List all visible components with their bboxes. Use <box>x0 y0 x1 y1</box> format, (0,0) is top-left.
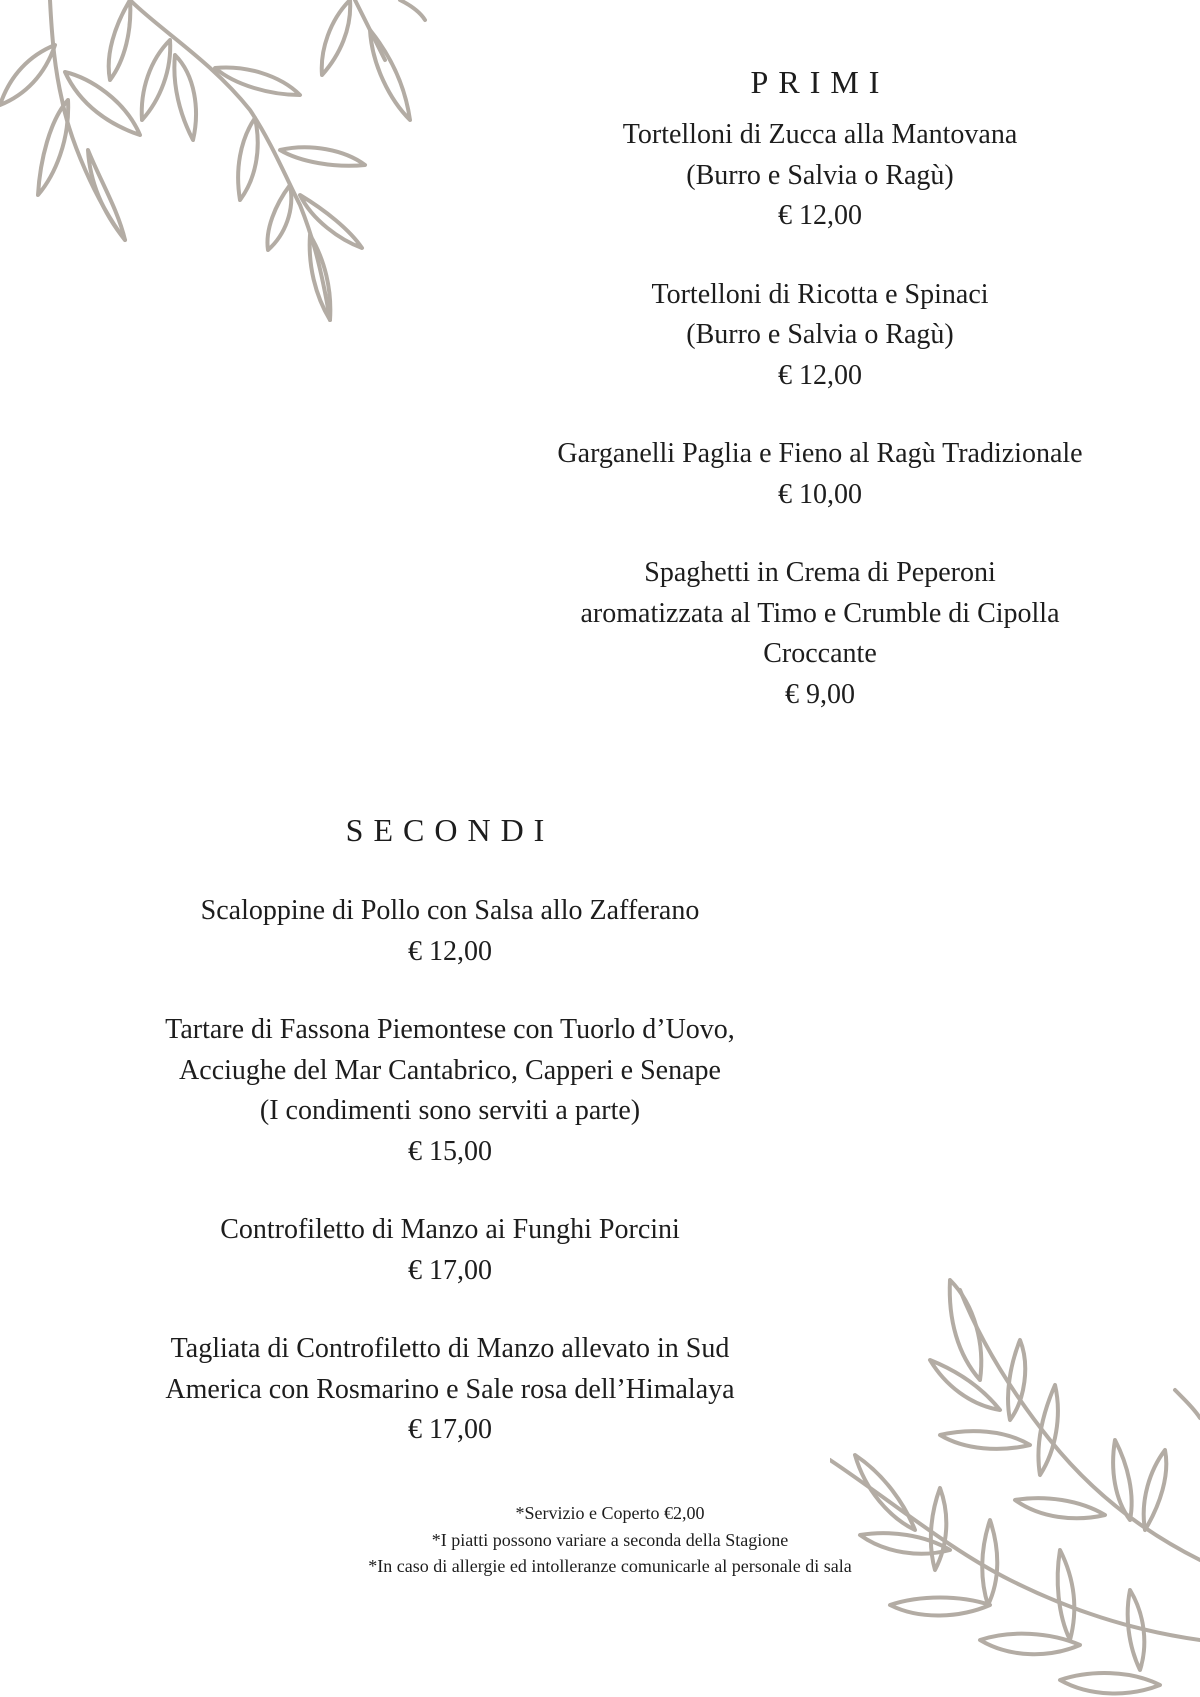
dish-name: Tortelloni di Ricotta e Spinaci <box>651 278 989 310</box>
dish-price: € 17,00 <box>408 1414 492 1445</box>
dish-item <box>60 1210 840 1291</box>
dish-description: (Burro e Salvia o Ragù) <box>686 159 954 191</box>
dish-item <box>60 1010 840 1172</box>
dish-price: € 12,00 <box>408 935 492 967</box>
dish-item <box>60 891 840 972</box>
note-service-charge: *Servizio e Coperto €2,00 <box>515 1503 705 1523</box>
dish-item <box>480 553 1160 715</box>
section-title: PRIMI <box>750 64 890 100</box>
section-secondi <box>60 812 840 1489</box>
dish-name: Controfiletto di Manzo ai Funghi Porcini <box>220 1214 680 1245</box>
note-seasonal: *I piatti possono variare a seconda della Stagione <box>431 1529 789 1550</box>
dish-price: € 17,00 <box>408 1254 492 1286</box>
section-primi <box>480 64 1160 753</box>
dish-description: (Burro e Salvia o Ragù) <box>686 319 954 350</box>
dish-name: Spaghetti in Crema di Peperoni <box>644 557 996 588</box>
dish-name: Tartare di Fassona Piemontese con Tuorlo d’Uovo, <box>165 1014 735 1045</box>
dish-description: Croccante <box>763 638 877 669</box>
section-title: SECONDI <box>345 812 555 848</box>
dish-item <box>480 275 1160 397</box>
dish-price: € 9,00 <box>785 678 855 710</box>
dish-name: Scaloppine di Pollo con Salsa allo Zafferano <box>200 895 700 926</box>
dish-description: (I condimenti sono serviti a parte) <box>259 1095 641 1126</box>
dish-name: Tortelloni di Zucca alla Mantovana <box>622 119 1018 150</box>
dish-price: € 12,00 <box>778 200 862 231</box>
dish-item <box>480 434 1160 515</box>
dish-price: € 12,00 <box>778 359 862 391</box>
dish-item <box>60 1329 840 1451</box>
olive-branch-bottom-right-icon <box>830 1260 1200 1697</box>
dish-item <box>480 115 1160 237</box>
dish-price: € 15,00 <box>408 1135 492 1167</box>
dish-description: Acciughe del Mar Cantabrico, Capperi e Senape <box>179 1054 721 1086</box>
dish-description: America con Rosmarino e Sale rosa dell’Himalaya <box>165 1373 735 1405</box>
olive-branch-top-left-icon <box>0 0 440 330</box>
dish-description: aromatizzata al Timo e Crumble di Cipolla <box>580 597 1060 629</box>
note-allergies: *In caso di allergie ed intolleranze comunicarle al personale di sala <box>368 1556 852 1576</box>
dish-price: € 10,00 <box>778 478 862 510</box>
dish-name: Garganelli Paglia e Fieno al Ragù Tradizionale <box>557 438 1083 469</box>
footer-notes <box>280 1500 940 1580</box>
dish-name: Tagliata di Controfiletto di Manzo allevato in Sud <box>170 1333 730 1364</box>
